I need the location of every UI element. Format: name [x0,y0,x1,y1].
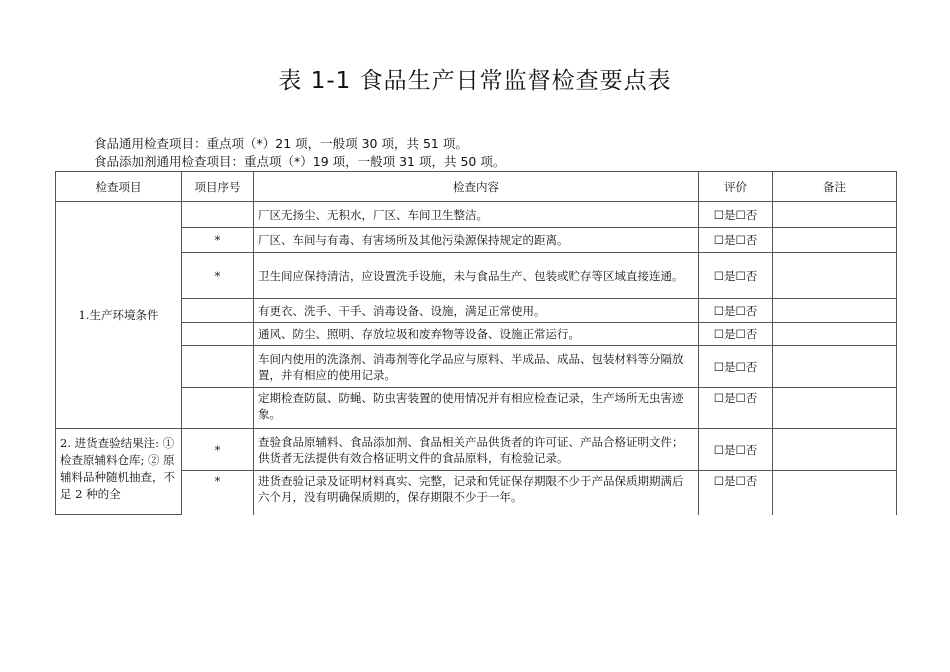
group-incoming-inspection: 2. 进货查验结果注: ① 检查原辅料仓库; ② 原辅料品种随机抽查，不足 2 种的全 [56,429,182,515]
table-row [56,388,897,429]
evaluation-checkbox[interactable]: ☐是☐否 [699,202,773,228]
header-seq: 项目序号 [182,172,254,202]
seq-cell [182,346,254,388]
evaluation-checkbox[interactable]: ☐是☐否 [699,253,773,299]
evaluation-checkbox[interactable]: ☐是☐否 [699,471,773,515]
seq-cell [182,202,254,228]
evaluation-checkbox[interactable]: ☐是☐否 [699,323,773,346]
header-check-item: 检查项目 [56,172,182,202]
remarks-cell[interactable] [773,346,897,388]
remarks-cell[interactable] [773,228,897,253]
content-cell: 定期检查防鼠、防蝇、防虫害装置的使用情况并有相应检查记录，生产场所无虫害迹象。 [254,388,699,429]
summary-general: 食品通用检查项目：重点项（*）21 项，一般项 30 项，共 51 项。 [94,136,468,151]
table-row [56,299,897,323]
header-evaluation: 评价 [699,172,773,202]
remarks-cell[interactable] [773,323,897,346]
content-cell: 进货查验记录及证明材料真实、完整，记录和凭证保存期限不少于产品保质期期满后六个月，没有明确保质期的，保存期限不少于一年。 [254,471,699,515]
remarks-cell[interactable] [773,202,897,228]
table-row [56,346,897,388]
header-remarks: 备注 [773,172,897,202]
remarks-cell[interactable] [773,388,897,429]
seq-cell: * [182,253,254,299]
content-cell: 卫生间应保持清洁，应设置洗手设施，未与食品生产、包装或贮存等区域直接连通。 [254,253,699,299]
table-row [56,228,897,253]
seq-cell: * [182,228,254,253]
evaluation-checkbox[interactable]: ☐是☐否 [699,228,773,253]
seq-cell: * [182,471,254,515]
seq-cell [182,388,254,429]
remarks-cell[interactable] [773,429,897,471]
table-header-row [56,172,897,202]
table-row [56,471,897,515]
evaluation-checkbox[interactable]: ☐是☐否 [699,346,773,388]
content-cell: 厂区无扬尘、无积水，厂区、车间卫生整洁。 [254,202,699,228]
content-cell: 有更衣、洗手、干手、消毒设备、设施，满足正常使用。 [254,299,699,323]
evaluation-checkbox[interactable]: ☐是☐否 [699,429,773,471]
content-cell: 厂区、车间与有毒、有害场所及其他污染源保持规定的距离。 [254,228,699,253]
seq-cell [182,299,254,323]
table-row [56,323,897,346]
seq-cell: * [182,429,254,471]
header-content: 检查内容 [254,172,699,202]
group-environment: 1.生产环境条件 [56,202,182,429]
seq-cell [182,323,254,346]
inspection-table [55,171,897,515]
evaluation-checkbox[interactable]: ☐是☐否 [699,299,773,323]
table-row [56,253,897,299]
remarks-cell[interactable] [773,253,897,299]
evaluation-checkbox[interactable]: ☐是☐否 [699,388,773,429]
content-cell: 车间内使用的洗涤剂、消毒剂等化学品应与原料、半成品、成品、包装材料等分隔放置，并有相应的使用记录。 [254,346,699,388]
content-cell: 通风、防尘、照明、存放垃圾和废弃物等设备、设施正常运行。 [254,323,699,346]
remarks-cell[interactable] [773,299,897,323]
content-cell: 查验食品原辅料、食品添加剂、食品相关产品供货者的许可证、产品合格证明文件；供货者无法提供有效合格证明文件的食品原料，有检验记录。 [254,429,699,471]
remarks-cell[interactable] [773,471,897,515]
table-row [56,429,897,471]
table-row [56,202,897,228]
page-title: 表 1-1 食品生产日常监督检查要点表 [278,68,672,94]
summary-additive: 食品添加剂通用检查项目：重点项（*）19 项，一般项 31 项，共 50 项。 [94,154,506,169]
